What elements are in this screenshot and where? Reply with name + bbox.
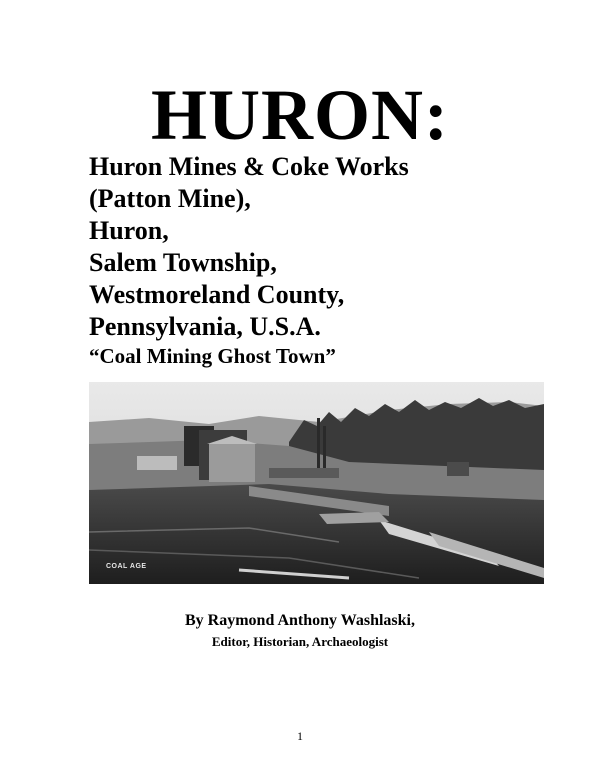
subtitle-line: (Patton Mine), (89, 184, 251, 213)
smokestack (317, 418, 320, 472)
author-roles: Editor, Historian, Archaeologist (211, 634, 389, 649)
page-number: 1 (297, 729, 303, 743)
smokestack (323, 426, 326, 472)
main-title: HURON: (151, 75, 449, 155)
tagline: “Coal Mining Ghost Town” (89, 344, 336, 368)
author-line: By Raymond Anthony Washlaski, (184, 612, 415, 629)
coke-oven-row (319, 512, 389, 524)
subtitle-line: Salem Township, (89, 248, 277, 277)
subtitle-line: Huron Mines & Coke Works (89, 152, 409, 181)
shed (137, 456, 177, 470)
subtitle-line: Huron, (89, 216, 169, 245)
photo-illustration (89, 382, 544, 584)
subtitle-block (89, 151, 559, 369)
subtitle-line: Westmoreland County, (89, 280, 345, 309)
subtitle-line: Pennsylvania, U.S.A. (89, 312, 321, 341)
distant-house (447, 462, 469, 476)
photo-mine-and-coke-ovens (89, 382, 544, 584)
rail-cars (269, 468, 339, 478)
photo-caption: COAL AGE (106, 563, 147, 570)
engine-house (209, 444, 255, 482)
